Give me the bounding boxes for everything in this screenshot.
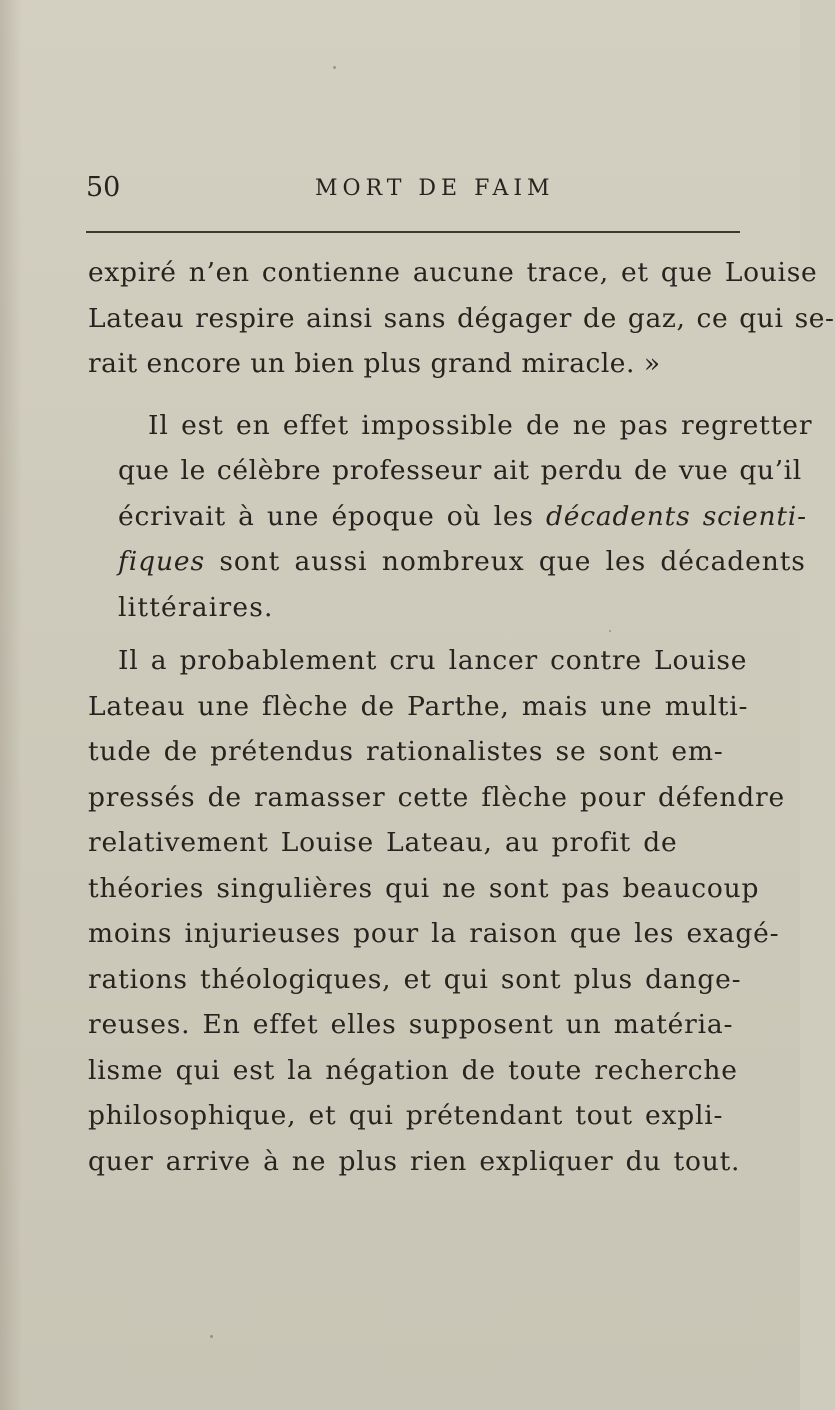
text-line: rait encore un bien plus grand miracle. » [88, 348, 661, 379]
text-line: Lateau une flèche de Parthe, mais une multi- [88, 690, 749, 722]
text-line: Il a probablement cru lancer contre Louise [118, 645, 748, 676]
paper-speck [333, 66, 336, 69]
text-line: littéraires. [118, 591, 274, 623]
paragraph-3 [88, 638, 785, 1184]
text-line: quer arrive à ne plus rien expliquer du tout. [88, 1145, 741, 1177]
text-line: expiré n’en contienne aucune trace, et que Louise [88, 257, 818, 288]
body-text [88, 250, 835, 1184]
text-line: tude de prétendus rationalistes se sont em- [88, 736, 724, 767]
italic-term: fiques [118, 546, 205, 577]
text-line: rations théologiques, et qui sont plus dange- [88, 963, 742, 995]
paragraph-2 [88, 403, 813, 631]
text-segment: écrivait à une époque où les [118, 500, 547, 532]
text-line: moins injurieuses pour la raison que les exagé- [88, 918, 780, 949]
paragraph-1 [88, 250, 835, 387]
text-line: philosophique, et qui prétendant tout expli- [88, 1100, 724, 1131]
text-line: lisme qui est la négation de toute recherche [88, 1054, 738, 1086]
text-line [88, 539, 806, 585]
text-line: relativement Louise Lateau, au profit de [88, 827, 678, 858]
text-line [88, 494, 807, 540]
paper-speck [210, 1335, 213, 1338]
text-line: pressés de ramasser cette flèche pour défendre [88, 781, 785, 813]
text-line: théories singulières qui ne sont pas beaucoup [88, 872, 760, 904]
italic-term: décadents scienti- [546, 500, 807, 532]
text-line: Il est en effet impossible de ne pas regretter [148, 409, 813, 441]
running-head: MORT DE FAIM [315, 176, 555, 201]
text-line: que le célèbre professeur ait perdu de vue qu’il [118, 455, 802, 486]
text-line: Lateau respire ainsi sans dégager de gaz, ce qui se- [88, 302, 835, 334]
page-number: 50 [86, 172, 121, 203]
text-line: reuses. En effet elles supposent un matéria- [88, 1009, 734, 1040]
text-segment: sont aussi nombreux que les décadents [205, 546, 806, 577]
header-rule [86, 231, 740, 233]
